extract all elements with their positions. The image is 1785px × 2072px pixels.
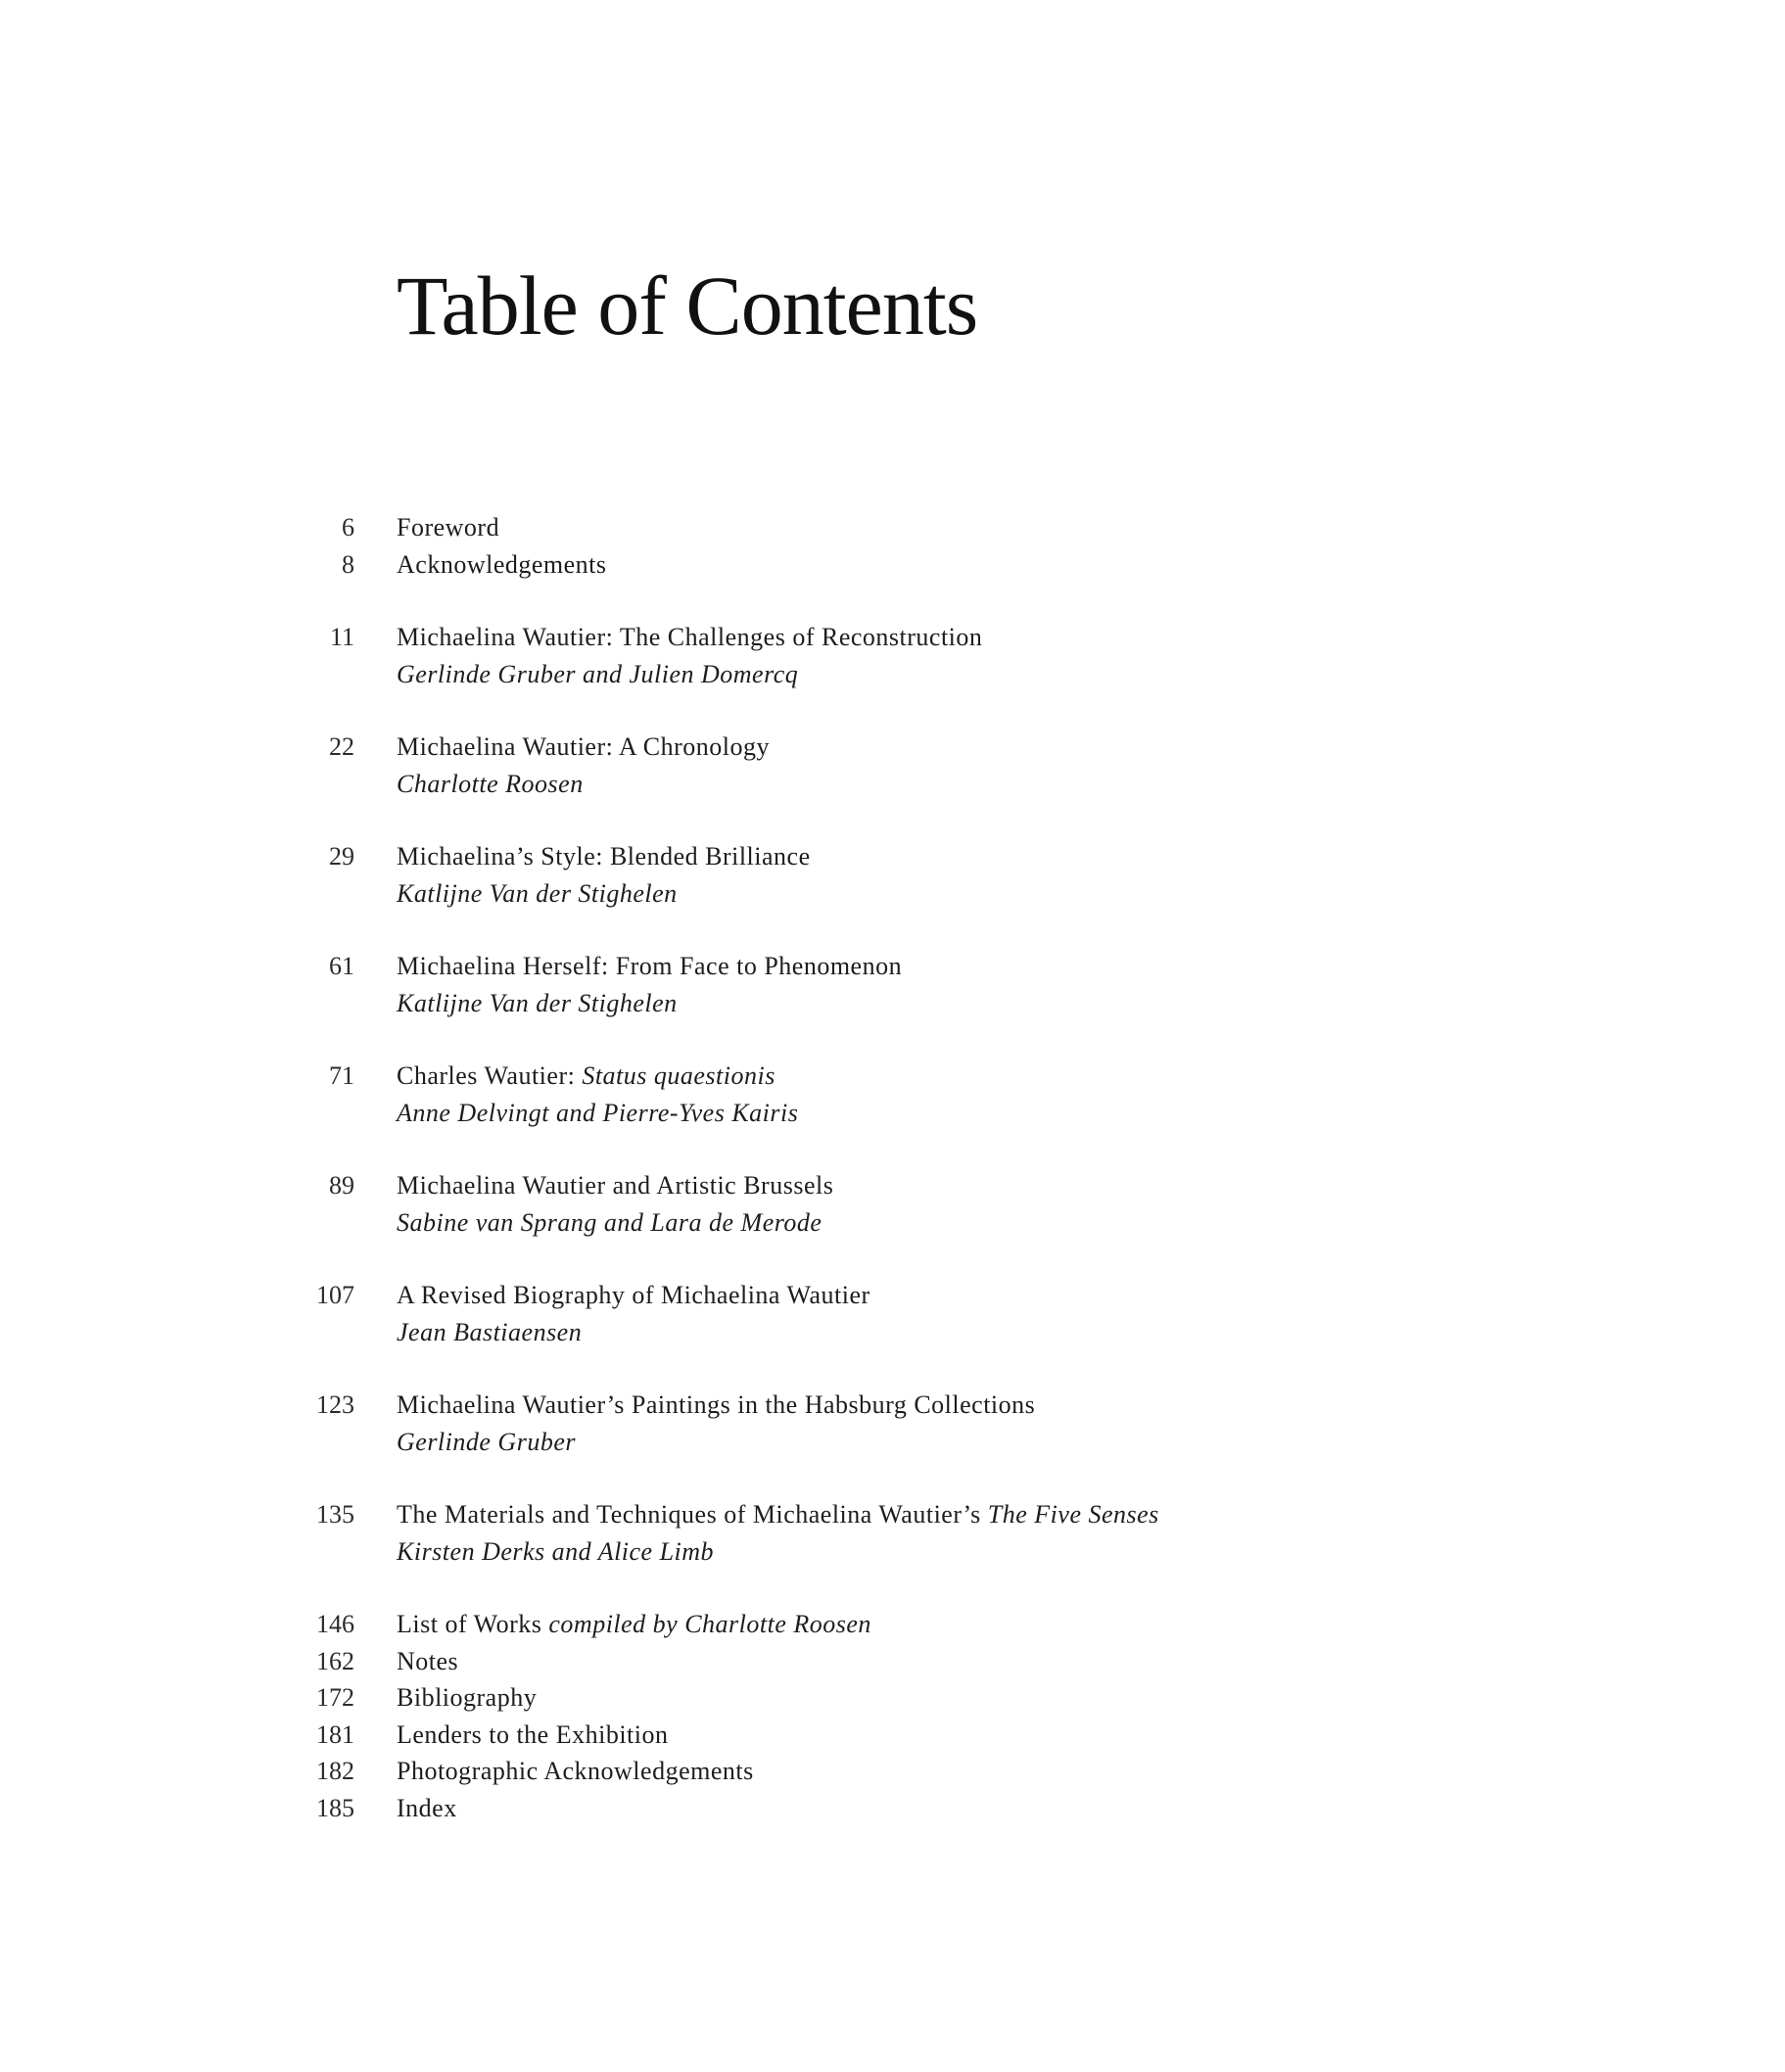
entry-title-italic: Status quaestionis [582, 1061, 775, 1090]
entry-author: Gerlinde Gruber [397, 1427, 576, 1456]
entry-title-text: Michaelina Wautier’s Paintings in the Habsburg Collections [397, 1390, 1036, 1419]
entry-title [397, 1717, 669, 1754]
entry-title [397, 1606, 871, 1643]
entry-title-text: Michaelina Wautier: A Chronology [397, 732, 770, 761]
entry-title-text: Bibliography [397, 1683, 538, 1712]
page-number: 162 [316, 1646, 354, 1675]
author-row [294, 1533, 1567, 1571]
toc-entry[interactable] [294, 509, 1567, 546]
entry-title-italic: compiled by Charlotte Roosen [548, 1610, 871, 1638]
entry-author: Kirsten Derks and Alice Limb [397, 1536, 715, 1566]
page-number: 135 [316, 1500, 354, 1529]
author-row [294, 1095, 1567, 1132]
entry-title-italic: The Five Senses [987, 1500, 1159, 1529]
entry-title: Foreword [397, 513, 500, 542]
page-number: 89 [329, 1171, 354, 1200]
entry-title: Acknowledgements [397, 549, 607, 579]
toc-entry[interactable] [294, 1717, 1567, 1754]
toc-entry[interactable] [294, 1679, 1567, 1717]
page-number: 107 [316, 1281, 354, 1309]
entry-title [397, 1167, 833, 1204]
toc-entry[interactable] [294, 1606, 1567, 1643]
toc-entry[interactable] [294, 838, 1567, 875]
entry-title [397, 1679, 537, 1717]
toc-entry[interactable] [294, 1277, 1567, 1314]
entry-title-text: Michaelina’s Style: Blended Brilliance [397, 842, 811, 871]
entry-title-text: Charles Wautier: [397, 1061, 583, 1090]
entry-author: Gerlinde Gruber and Julien Domercq [397, 659, 799, 688]
page-number: 146 [316, 1610, 354, 1638]
author-row [294, 875, 1567, 913]
entry-title [397, 948, 902, 985]
table-of-contents [294, 509, 1567, 1826]
chapter-entry [294, 729, 1567, 802]
chapter-entry [294, 1058, 1567, 1131]
entry-title [397, 1643, 458, 1680]
page-number: 22 [329, 732, 354, 761]
entry-title [397, 1058, 775, 1095]
page-number: 185 [316, 1793, 354, 1822]
chapter-entry [294, 1167, 1567, 1241]
author-row [294, 985, 1567, 1022]
entry-title [397, 1790, 457, 1827]
page-number: 8 [342, 549, 354, 579]
toc-entry[interactable] [294, 1058, 1567, 1095]
author-row [294, 656, 1567, 693]
entry-title [397, 619, 982, 656]
back-matter-group [294, 1606, 1567, 1826]
page-number: 61 [329, 952, 354, 980]
entry-author: Katlijne Van der Stighelen [397, 878, 678, 908]
entry-title [397, 1496, 1159, 1533]
entry-author: Sabine van Sprang and Lara de Merode [397, 1207, 822, 1237]
page-number: 6 [342, 513, 354, 542]
entry-title [397, 838, 811, 875]
entry-title-text: The Materials and Techniques of Michaelina Wautier’s [397, 1500, 988, 1529]
author-row [294, 1424, 1567, 1461]
entry-title [397, 1277, 870, 1314]
entry-title [397, 729, 770, 766]
entry-title-text: Michaelina Wautier and Artistic Brussels [397, 1171, 834, 1200]
page-title: Table of Contents [397, 259, 978, 353]
toc-entry[interactable] [294, 1790, 1567, 1827]
entry-title-text: Lenders to the Exhibition [397, 1719, 669, 1749]
page-number: 182 [316, 1757, 354, 1785]
chapter-entry [294, 1387, 1567, 1460]
toc-entry[interactable] [294, 1167, 1567, 1204]
entry-title [397, 1753, 754, 1790]
chapter-entry [294, 1277, 1567, 1350]
toc-entry[interactable] [294, 1496, 1567, 1533]
entry-title-text: List of Works [397, 1610, 549, 1638]
page-number: 172 [316, 1683, 354, 1712]
entry-title-text: Index [397, 1793, 457, 1822]
entry-title-text: Michaelina Herself: From Face to Phenomenon [397, 952, 903, 980]
toc-entry[interactable] [294, 1387, 1567, 1424]
author-row [294, 766, 1567, 803]
entry-title-text: A Revised Biography of Michaelina Wautier [397, 1281, 870, 1309]
toc-entry[interactable] [294, 948, 1567, 985]
toc-entry[interactable] [294, 1753, 1567, 1790]
author-row [294, 1204, 1567, 1242]
page-number: 123 [316, 1390, 354, 1419]
entry-title-text: Photographic Acknowledgements [397, 1757, 754, 1785]
page-number: 71 [329, 1061, 354, 1090]
toc-entry[interactable] [294, 729, 1567, 766]
page-number: 11 [329, 623, 354, 651]
toc-entry[interactable] [294, 546, 1567, 584]
entry-author: Katlijne Van der Stighelen [397, 988, 678, 1017]
chapter-entry [294, 619, 1567, 692]
front-matter-group [294, 509, 1567, 583]
page-number: 29 [329, 842, 354, 871]
toc-entry[interactable] [294, 619, 1567, 656]
entry-title-text: Michaelina Wautier: The Challenges of Reconstruction [397, 623, 983, 651]
entry-title [397, 1387, 1035, 1424]
entry-author: Charlotte Roosen [397, 769, 584, 798]
chapter-entry [294, 948, 1567, 1021]
page-number: 181 [316, 1719, 354, 1749]
entry-author: Jean Bastiaensen [397, 1317, 583, 1346]
entry-title-text: Notes [397, 1646, 459, 1675]
author-row [294, 1314, 1567, 1351]
chapter-entry [294, 1496, 1567, 1570]
toc-entry[interactable] [294, 1643, 1567, 1680]
entry-author: Anne Delvingt and Pierre-Yves Kairis [397, 1098, 799, 1127]
chapter-entry [294, 838, 1567, 912]
